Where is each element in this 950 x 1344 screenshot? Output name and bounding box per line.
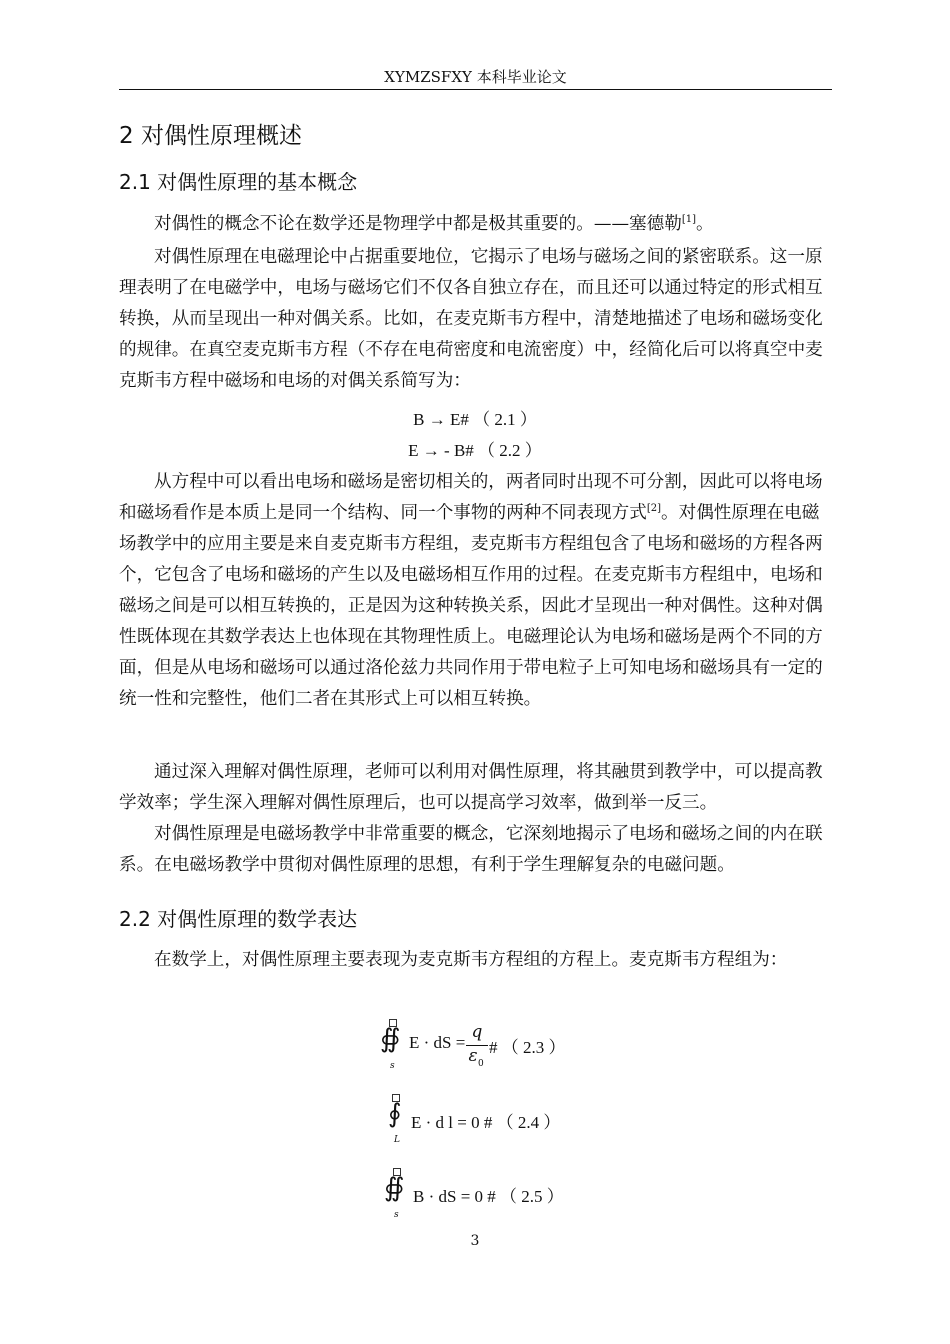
equation-2-1: B → E# （ 2.1 ）	[413, 410, 537, 429]
paragraph-2: 对偶性原理在电磁理论中占据重要地位，它揭示了电场与磁场之间的紧密联系。这一原理表明了在电磁学中，电场与磁场它们不仅各自独立存在，而且还可以通过特定的形式相互转换，从而呈现出一种对偶关系。比如，在麦克斯韦方程中，清楚地描述了电场和磁场变化的规律。在真空麦克斯韦方程（不存在电荷密度和电流密度）中，经简化后可以将真空中麦克斯韦方程中磁场和电场的对偶关系简写为：	[119, 247, 823, 391]
header-rule	[119, 89, 832, 90]
subsection-title-2-1: 2.1 对偶性原理的基本概念	[119, 170, 358, 194]
page-header: XYMZSFXY 本科毕业论文	[384, 68, 567, 86]
citation-1: [1]	[681, 214, 696, 226]
citation-2: [2]	[646, 503, 661, 515]
paragraph-6: 在数学上，对偶性原理主要表现为麦克斯韦方程组的方程上。麦克斯韦方程组为：	[154, 950, 788, 970]
subsection-title-2-2: 2.2 对偶性原理的数学表达	[119, 907, 358, 931]
line-integral-icon: ∮	[388, 1099, 402, 1129]
surface-integral-icon: ∯	[380, 1024, 401, 1054]
paragraph-4: 通过深入理解对偶性原理，老师可以利用对偶性原理，将其融贯到教学中，可以提高教学效率；学生深入理解对偶性原理后，也可以提高学习效率，做到举一反三。	[119, 762, 823, 813]
equation-2-2: E → - B# （ 2.2 ）	[408, 441, 542, 460]
surface-integral-icon: ∯	[384, 1173, 405, 1203]
paragraph-1: 对偶性的概念不论在数学还是物理学中都是极其重要的。——塞德勒[1]。	[154, 214, 714, 234]
paragraph-3: 从方程中可以看出电场和磁场是密切相关的，两者同时出现不可分割，因此可以将电场和磁场看作是本质上是同一个结构、同一个事物的两种不同表现方式[2]。对偶性原理在电磁场教学中的应用主要是来自麦克斯韦方程组，麦克斯韦方程组包含了电场和磁场的方程各两个，它包含了电场和磁场的产生以及电磁场相互作用的过程。在麦克斯韦方程组中，电场和磁场之间是可以相互转换的，正是因为这种转换关系，因此才呈现出一种对偶性。这种对偶性既体现在其数学表达上也体现在其物理性质上。电磁理论认为电场和磁场是两个不同的方面，但是从电场和磁场可以通过洛伦兹力共同作用于带电粒子上可知电场和磁场具有一定的统一性和完整性，他们二者在其形式上可以相互转换。	[119, 472, 823, 709]
paragraph-5: 对偶性原理是电磁场教学中非常重要的概念，它深刻地揭示了电场和磁场之间的内在联系。在电磁场教学中贯彻对偶性原理的思想，有利于学生理解复杂的电磁问题。	[119, 824, 823, 875]
page-number: 3	[470, 1233, 480, 1249]
section-title: 2 对偶性原理概述	[119, 123, 302, 149]
